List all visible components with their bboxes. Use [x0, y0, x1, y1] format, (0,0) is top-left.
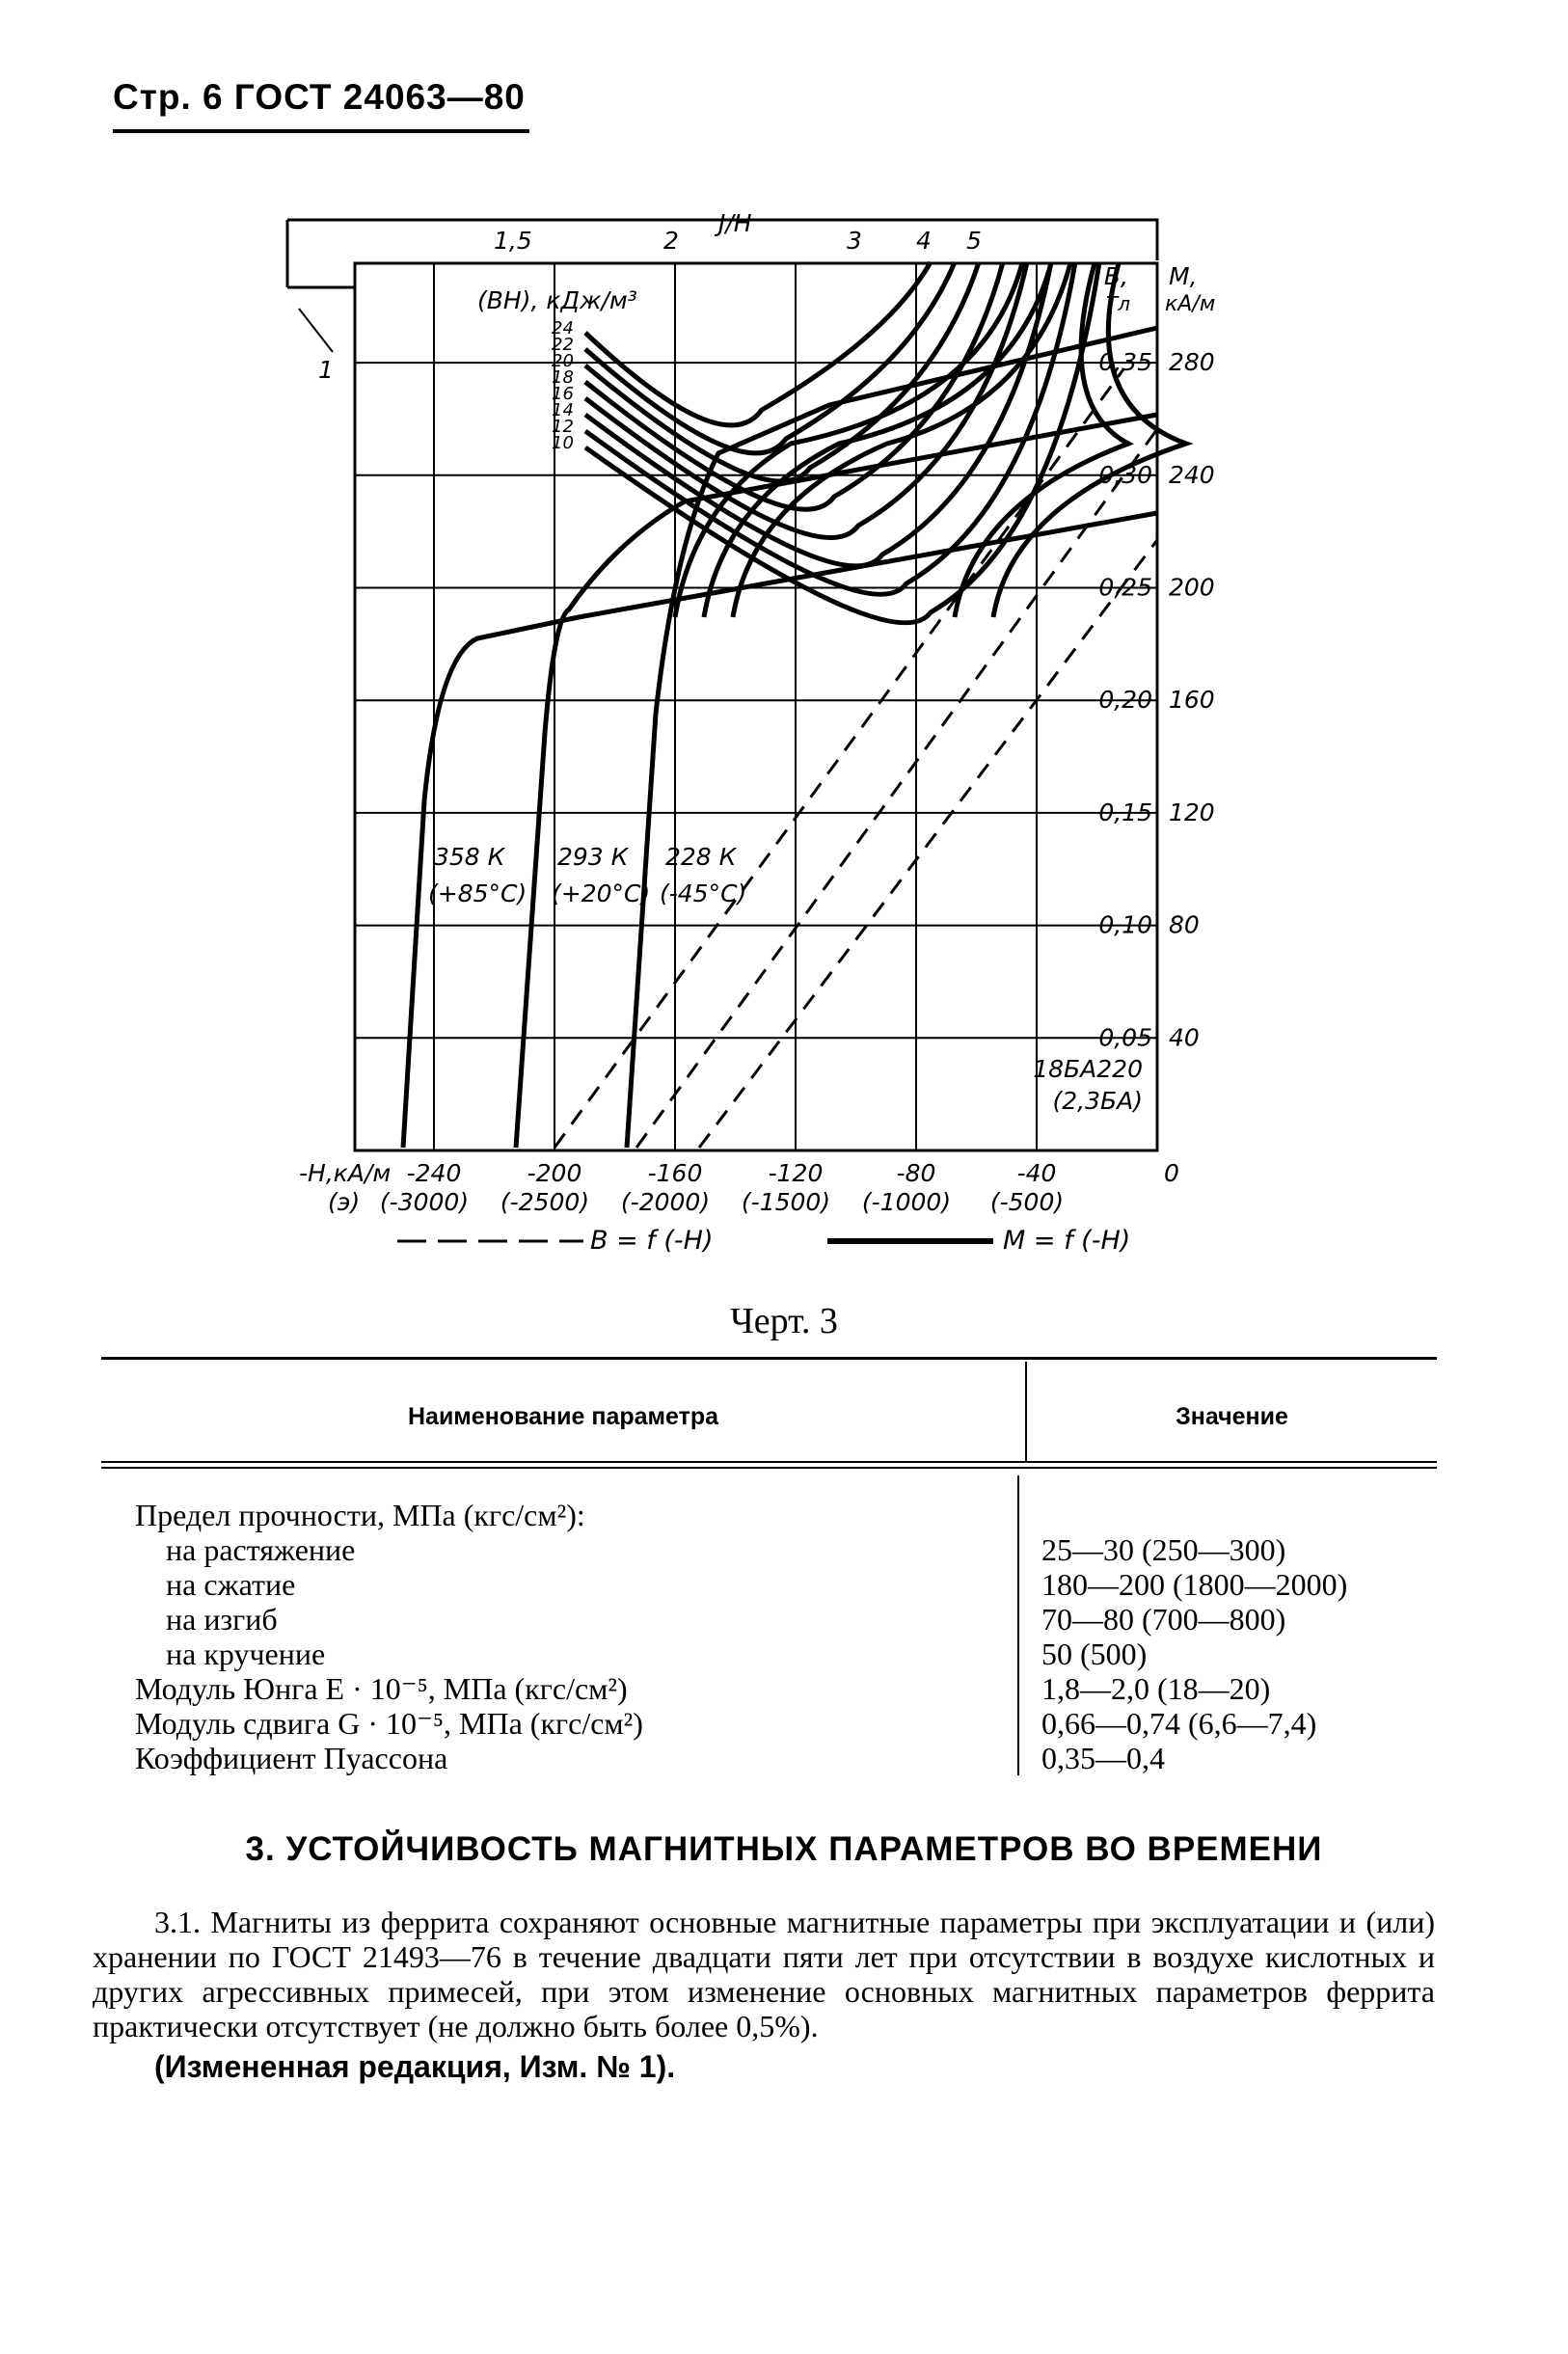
- h-tick-oe-label: (-2000): [620, 1188, 711, 1216]
- table-row-name: Коэффициент Пуассона: [135, 1741, 448, 1775]
- table-body-divider: [1017, 1475, 1019, 1775]
- table-row-name: на изгиб: [166, 1602, 278, 1637]
- h-axis-label-alt: (э): [328, 1188, 361, 1216]
- h-tick-oe-label: (-2500): [500, 1188, 590, 1216]
- bh-value: 24: [552, 318, 574, 338]
- m-tick-label: 280: [1169, 348, 1215, 377]
- b-tick-label: 0,05: [1098, 1023, 1152, 1052]
- h-tick-label: -240: [406, 1159, 462, 1187]
- temperature-c-label: (-45°С): [660, 879, 747, 907]
- m-tick-label: 120: [1169, 798, 1215, 826]
- b-tick-label: 0,35: [1098, 348, 1152, 377]
- m-curve-358k: [403, 513, 1157, 1148]
- temperature-k-label: 358 К: [434, 843, 505, 871]
- jh-curve-label: 1,5: [494, 227, 532, 255]
- m-tick-label: 40: [1169, 1023, 1200, 1052]
- b-tick-label: 0,15: [1098, 798, 1152, 826]
- jh-curve-label: 3: [847, 227, 862, 255]
- table-header-value: Значение: [1176, 1403, 1288, 1430]
- jh-curve: [955, 263, 1128, 617]
- jh-curve-label: 2: [663, 227, 679, 255]
- bh-value: 10: [552, 433, 574, 453]
- h-tick-label: -40: [1016, 1159, 1057, 1187]
- h-tick-oe-label: (-1500): [741, 1188, 831, 1216]
- bh-value: 16: [552, 384, 574, 404]
- table-row-value: 25—30 (250—300): [1041, 1532, 1286, 1567]
- table-row-name: Модуль Юнга E · 10⁻⁵, МПа (кгс/см²): [135, 1671, 628, 1706]
- h-tick-label: -200: [527, 1159, 582, 1187]
- section-title: 3. УСТОЙЧИВОСТЬ МАГНИТНЫХ ПАРАМЕТРОВ ВО ВРЕМЕНИ: [245, 1830, 1323, 1868]
- table-row-value: 0,66—0,74 (6,6—7,4): [1041, 1706, 1317, 1741]
- h-tick-oe-label: (-3000): [379, 1188, 470, 1216]
- marker-1-leader: [299, 309, 333, 352]
- table-header-rule-double: [101, 1467, 1437, 1469]
- grid-lines: [355, 263, 1157, 1150]
- m-tick-label: 240: [1169, 460, 1215, 489]
- h-tick-label: -160: [647, 1159, 703, 1187]
- b-tick-label: 0,30: [1098, 460, 1152, 489]
- jh-curve-label: 4: [916, 227, 932, 255]
- bh-value: 18: [552, 367, 574, 388]
- b-tick-label: 0,10: [1098, 910, 1152, 939]
- grade-alt-label: (2,3БА): [1052, 1087, 1143, 1115]
- b-tick-label: 0,25: [1098, 573, 1152, 602]
- h-tick-label: 0: [1164, 1159, 1179, 1187]
- temperature-c-label: (+20°С): [552, 879, 651, 907]
- bh-value: 12: [552, 417, 574, 437]
- bh-value: 14: [552, 400, 574, 420]
- table-row-name: на сжатие: [166, 1567, 296, 1602]
- table-row-value: 50 (500): [1041, 1637, 1148, 1671]
- legend-solid-label: М = f (-Н): [1003, 1226, 1131, 1256]
- table-group-label: Предел прочности, МПа (кгс/см²):: [135, 1498, 585, 1532]
- table-row-value: 1,8—2,0 (18—20): [1041, 1671, 1271, 1706]
- temperature-c-label: (+85°С): [428, 879, 527, 907]
- bh-value: 20: [552, 351, 574, 371]
- edit-note: (Измененная редакция, Изм. № 1).: [154, 2049, 676, 2084]
- h-tick-label: -80: [896, 1159, 936, 1187]
- table-header-rule: [101, 1461, 1437, 1463]
- marker-1-label: 1: [318, 356, 334, 384]
- m-tick-label: 160: [1169, 686, 1215, 715]
- jh-curve-label: 5: [966, 227, 982, 255]
- temperature-k-label: 228 К: [665, 843, 737, 871]
- table-row-name: на кручение: [166, 1637, 326, 1671]
- m-tick-label: 80: [1169, 910, 1200, 939]
- temperature-k-label: 293 К: [557, 843, 629, 871]
- section-paragraph: 3.1. Магниты из феррита сохраняют основные магнитные параметры при эксплуатации и (или) хранении по ГОСТ 21493—76 в течение двадцати пяти лет при отсутствии в воздухе кислотных и других агрессивных примесей, при этом изменение основных магнитных параметров феррита практически отсутствует (не должно быть более 0,5%).: [93, 1905, 1435, 2043]
- legend-dashed-label: В = f (-Н): [590, 1226, 714, 1256]
- b-axis-label: Тл: [1106, 292, 1130, 315]
- page-header: Стр. 6 ГОСТ 24063—80: [113, 77, 526, 117]
- table-top-rule: [101, 1357, 1437, 1360]
- table-row-value: 70—80 (700—800): [1041, 1602, 1286, 1637]
- table-row-value: 180—200 (1800—2000): [1041, 1567, 1348, 1602]
- grade-label: 18БА220: [1033, 1055, 1143, 1083]
- jh-label: J/H: [718, 209, 752, 237]
- table-row-value: 0,35—0,4: [1041, 1741, 1165, 1775]
- b-tick-label: 0,20: [1098, 686, 1152, 715]
- table-row-name: Модуль сдвига G · 10⁻⁵, МПа (кгс/см²): [135, 1706, 643, 1741]
- h-tick-oe-label: (-1000): [861, 1188, 952, 1216]
- b-axis-label: В,: [1103, 262, 1128, 290]
- m-axis-label: М,: [1169, 262, 1198, 290]
- m-curve-228k: [627, 328, 1157, 1148]
- h-tick-label: -120: [768, 1159, 824, 1187]
- m-axis-label: кА/м: [1165, 292, 1216, 316]
- h-tick-oe-label: (-500): [989, 1188, 1065, 1216]
- bh-value: 22: [552, 335, 574, 355]
- table-row-name: на растяжение: [166, 1532, 356, 1567]
- table-header-name: Наименование параметра: [407, 1403, 719, 1430]
- h-axis-label: -Н,кА/м: [299, 1159, 392, 1187]
- m-tick-label: 200: [1169, 573, 1215, 602]
- bh-label: (ВН), кДж/м³: [477, 286, 637, 314]
- figure-caption: Черт. 3: [730, 1301, 838, 1341]
